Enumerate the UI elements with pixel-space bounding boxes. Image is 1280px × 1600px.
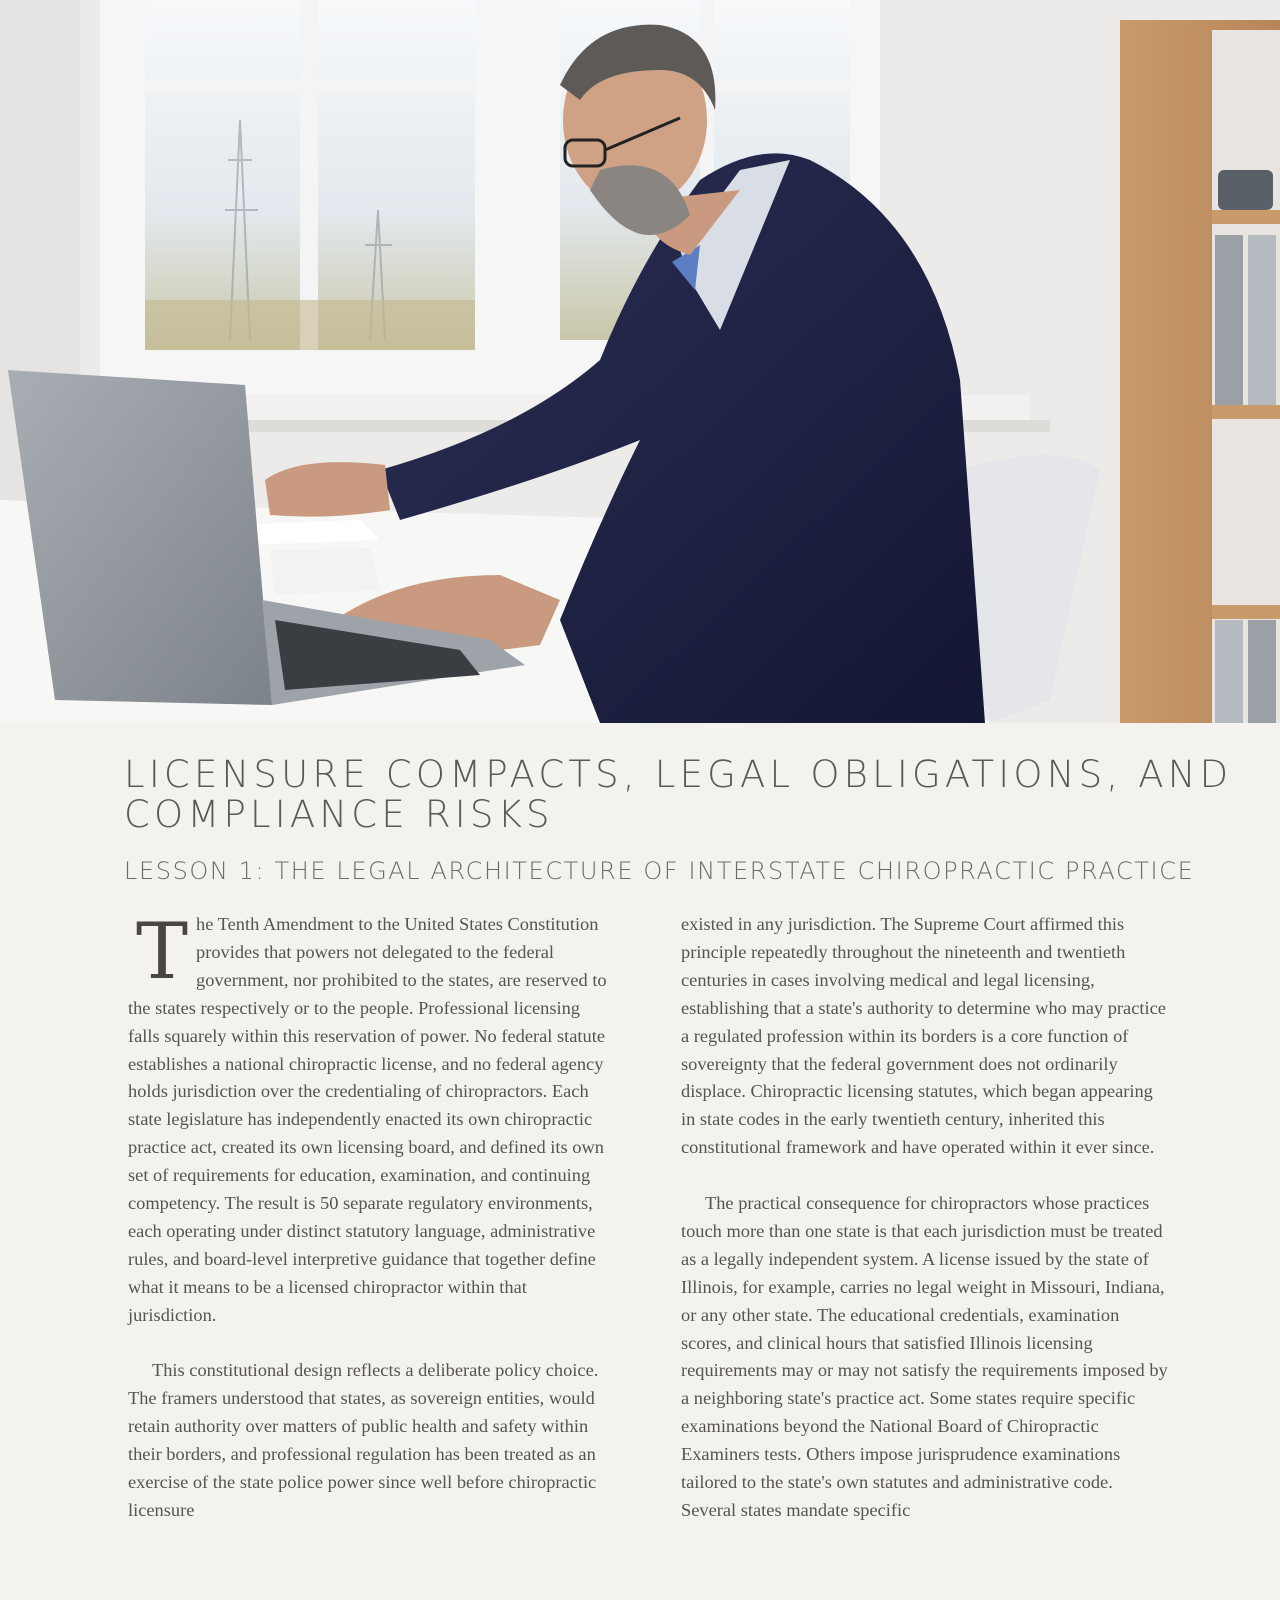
paragraph: This constitutional design reflects a deliberate policy choice. The framers understood that states, as sovereign entities, would retain authority over matters of public health and safety within their borders, and professional regulation has been treated as an exercise of the state police power since well before chiropractic licensure [128,1360,599,1521]
text-column-right [681,911,1171,1553]
drop-cap: T [136,907,189,997]
paragraph-text: he Tenth Amendment to the United States Constitution provides that powers not delegated to the federal government, nor prohibited to the states, are reserved to the states respectively or to the people. Professional licensing falls squarely within this reservation of power. No federal statute establishes a national chiropractic license, and no federal agency holds jurisdiction over the credentialing of chiropractors. Each state legislature has independently enacted its own chiropractic practice act, created its own licensing board, and defined its own set of requirements for education, examination, and continuing competency. The result is 50 separate regulatory environments, each operating under distinct statutory language, administrative rules, and board-level interpretive guidance that together define what it means to be a licensed chiropractor within that jurisdiction. [128,914,607,1325]
article [0,723,1280,1600]
paragraph: existed in any jurisdiction. The Supreme Court affirmed this principle repeatedly throughout the nineteenth and twentieth centuries in cases involving medical and legal licensing, establishing that a state's authority to determine who may practice a regulated profession within its borders is a core function of sovereignty that the federal government does not ordinarily displace. Chiropractic licensing statutes, which began appearing in state codes in the early twentieth century, inherited this constitutional framework and have operated within it ever since. [681,914,1166,1158]
page-title: LICENSURE COMPACTS, LEGAL OBLIGATIONS, AND COMPLIANCE RISKS [124,753,1233,836]
paragraph [128,907,608,1330]
hero-photo [0,0,1280,723]
lesson-subtitle: LESSON 1: THE LEGAL ARCHITECTURE OF INTERSTATE CHIROPRACTIC PRACTICE [124,857,1195,885]
hero-illustration [0,0,1280,723]
text-column-left [128,907,608,1553]
paragraph: The practical consequence for chiropractors whose practices touch more than one state is that each jurisdiction must be treated as a legally independent system. A license issued by the state of Illinois, for example, carries no legal weight in Missouri, Indiana, or any other state. The educational credentials, examination scores, and clinical hours that satisfied Illinois licensing requirements may or may not satisfy the requirements imposed by a neighboring state's practice act. Some states require specific examinations beyond the National Board of Chiropractic Examiners tests. Others impose jurisprudence examinations tailored to the state's own statutes and administrative code. Several states mandate specific [681,1193,1168,1521]
